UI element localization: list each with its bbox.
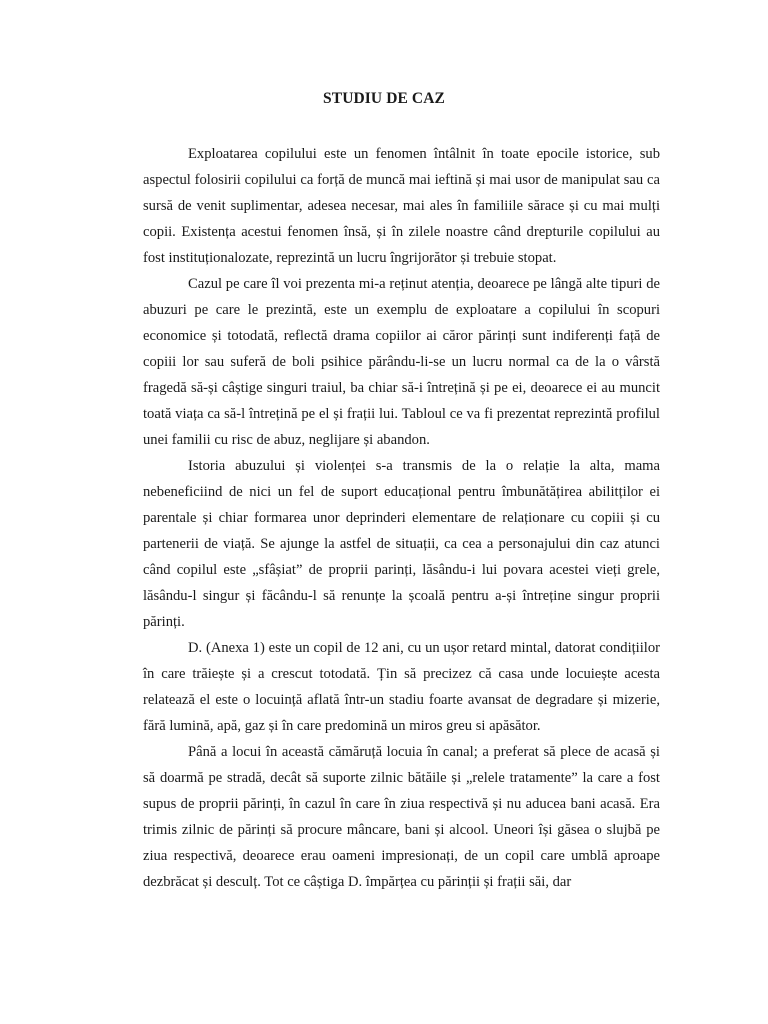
- paragraph-5: Până a locui în această cămăruță locuia în canal; a preferat să plece de acasă și să doarmă pe stradă, decât să suporte zilnic bătăile și „relele tratamente” la care a fost supus de proprii părinți, în cazul în care în ziua respectivă și nu aducea bani acasă. Era trimis zilnic de părinți să procure mâncare, bani și alcool. Uneori își găsea o slujbă pe ziua respectivă, deoarece erau oameni impresionați, de un copil care umblă aproape dezbrăcat și desculț. Tot ce câștiga D. împărțea cu părinții și frații săi, dar: [143, 744, 660, 890]
- document-body: [143, 141, 660, 895]
- paragraph-4: D. (Anexa 1) este un copil de 12 ani, cu un ușor retard mintal, datorat condițiilor în care trăiește și a crescut totodată. Țin să precizez că casa unde locuiește acesta relatează el este o locuință aflată într-un stadiu foarte avansat de degradare și mizerie, fără lumină, apă, gaz și în care predomină un miros greu si apăsător.: [143, 640, 660, 734]
- paragraph-2: Cazul pe care îl voi prezenta mi-a reținut atenția, deoarece pe lângă alte tipuri de abuzuri pe care le prezintă, este un exemplu de exploatare a copilului în scopuri economice și totodată, reflectă drama copiilor ai căror părinți sunt indiferenți față de copiii lor sau suferă de boli psihice părându-li-se un lucru normal ca de la o vârstă fragedă să-și câștige singuri traiul, ba chiar să-i întrețină și pe ei, deoarece ei au muncit toată viața ca să-l întrețină pe el și frații lui. Tabloul ce va fi prezentat reprezintă profilul unei familii cu risc de abuz, neglijare și abandon.: [143, 276, 660, 448]
- paragraph-3: Istoria abuzului și violenței s-a transmis de la o relație la alta, mama nebeneficiind de nici un fel de suport educațional pentru îmbunătățirea abilitților ei parentale și chiar formarea unor deprinderi elementare de relaționare cu copiii și cu partenerii de viață. Se ajunge la astfel de situații, ca cea a personajului din caz atunci când copilul este „sfâșiat” de proprii parinți, lăsându-i lui povara acestei vieți grele, lăsându-l singur și făcându-l să renunțe la școală pentru a-și întreține singur proprii părinți.: [143, 458, 660, 630]
- paragraph-1: Exploatarea copilului este un fenomen întâlnit în toate epocile istorice, sub aspectul folosirii copilului ca forță de muncă mai ieftină și mai usor de manipulat sau ca sursă de venit suplimentar, adesea necesar, mai ales în familiile sărace și cu mai mulți copii. Existența acestui fenomen însă, și în zilele noastre când drepturile copilului au fost instituționalozate, reprezintă un lucru îngrijorător și trebuie stopat.: [143, 146, 660, 266]
- page-title: STUDIU DE CAZ: [323, 90, 445, 107]
